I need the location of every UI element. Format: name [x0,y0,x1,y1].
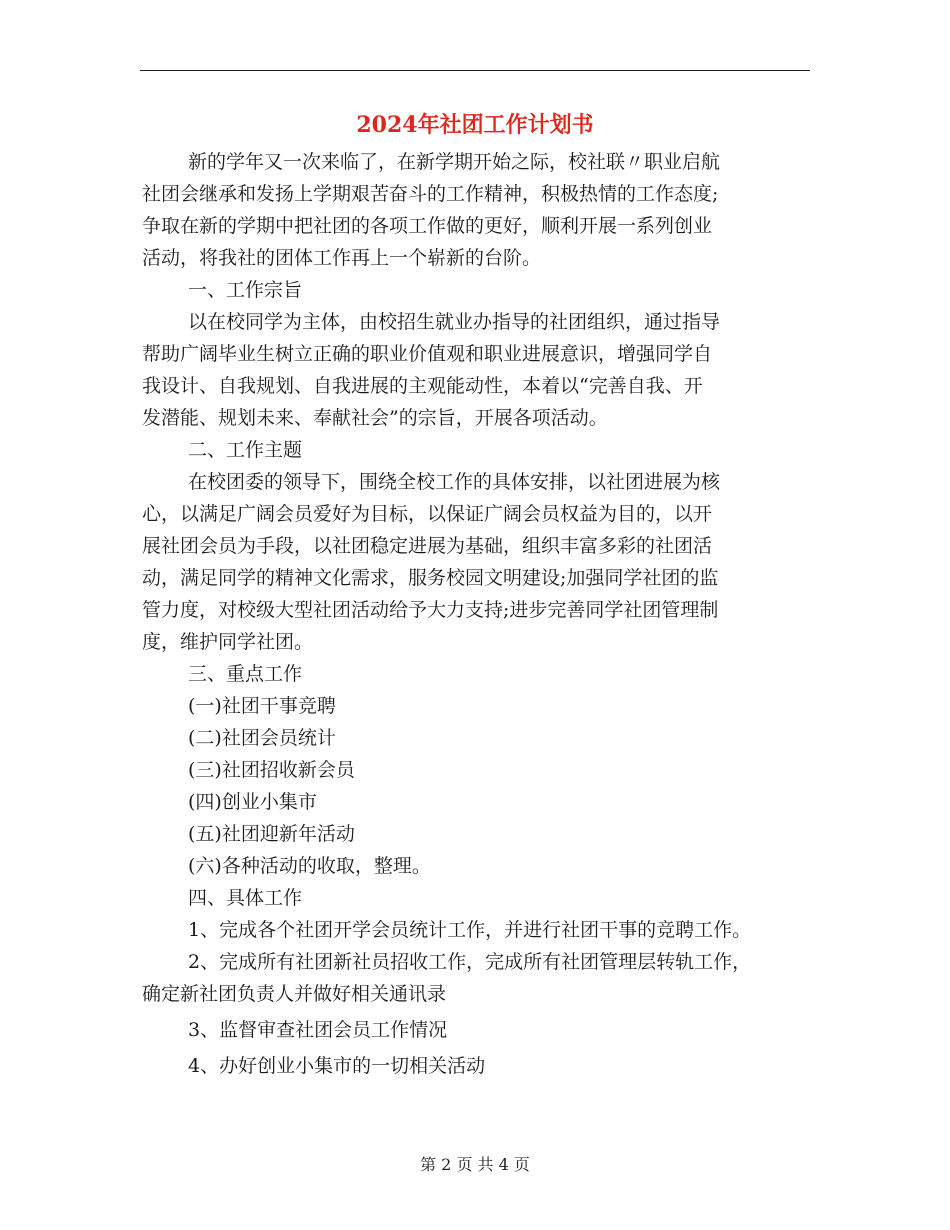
paragraph-line: 管力度，对校级大型社团活动给予大力支持;进步完善同学社团管理制 [142,599,719,621]
list-item: (二)社团会员统计 [188,727,336,749]
document-body [142,146,814,1082]
paragraph-line: 帮助广阔毕业生树立正确的职业价值观和职业进展意识，增强同学自 [142,343,713,365]
list-item: 4、办好创业小集市的一切相关活动 [188,1055,486,1077]
list-item: 3、监督审查社团会员工作情况 [188,1019,448,1041]
document-title: 2024年社团工作计划书 [356,112,594,138]
page-number: 第 2 页 共 4 页 [420,1155,530,1174]
header-rule [140,70,810,71]
list-item: (一)社团干事竞聘 [188,695,336,717]
paragraph-line: 动，满足同学的精神文化需求，服务校园文明建设;加强同学社团的监 [142,567,719,589]
section-heading: 二、工作主题 [188,439,303,461]
section-heading: 一、工作宗旨 [188,279,303,301]
section-heading: 三、重点工作 [188,663,303,685]
list-item: 1、完成各个社团开学会员统计工作，并进行社团干事的竞聘工作。 [188,919,752,941]
list-item: (四)创业小集市 [188,791,317,813]
paragraph-line: 社团会继承和发扬上学期艰苦奋斗的工作精神，积极热情的工作态度; [142,183,719,205]
list-item: 2、完成所有社团新社员招收工作，完成所有社团管理层转轨工作， [188,951,752,973]
paragraph-line: 在校团委的领导下，围绕全校工作的具体安排，以社团进展为核 [188,471,721,493]
list-item-continuation: 确定新社团负责人并做好相关通讯录 [142,983,447,1005]
section-heading: 四、具体工作 [188,887,303,909]
paragraph-line: 新的学年又一次来临了，在新学期开始之际，校社联〃职业启航 [188,151,721,173]
paragraph-line: 心，以满足广阔会员爱好为目标，以保证广阔会员权益为目的，以开 [142,503,713,525]
paragraph-line: 度，维护同学社团。 [142,631,314,653]
paragraph-line: 以在校同学为主体，由校招生就业办指导的社团组织，通过指导 [188,311,721,333]
paragraph-line: 活动，将我社的团体工作再上一个崭新的台阶。 [142,247,542,269]
paragraph-line: 展社团会员为手段，以社团稳定进展为基础，组织丰富多彩的社团活 [142,535,713,557]
list-item: (五)社团迎新年活动 [188,823,355,845]
paragraph-line: 发潜能、规划未来、奉献社会”的宗旨，开展各项活动。 [142,407,608,429]
list-item: (三)社团招收新会员 [188,759,355,781]
list-item: (六)各种活动的收取，整理。 [188,855,431,877]
paragraph-line: 我设计、自我规划、自我进展的主观能动性，本着以“完善自我、开 [142,375,703,397]
paragraph-line: 争取在新的学期中把社团的各项工作做的更好，顺利开展一系列创业 [142,215,713,237]
